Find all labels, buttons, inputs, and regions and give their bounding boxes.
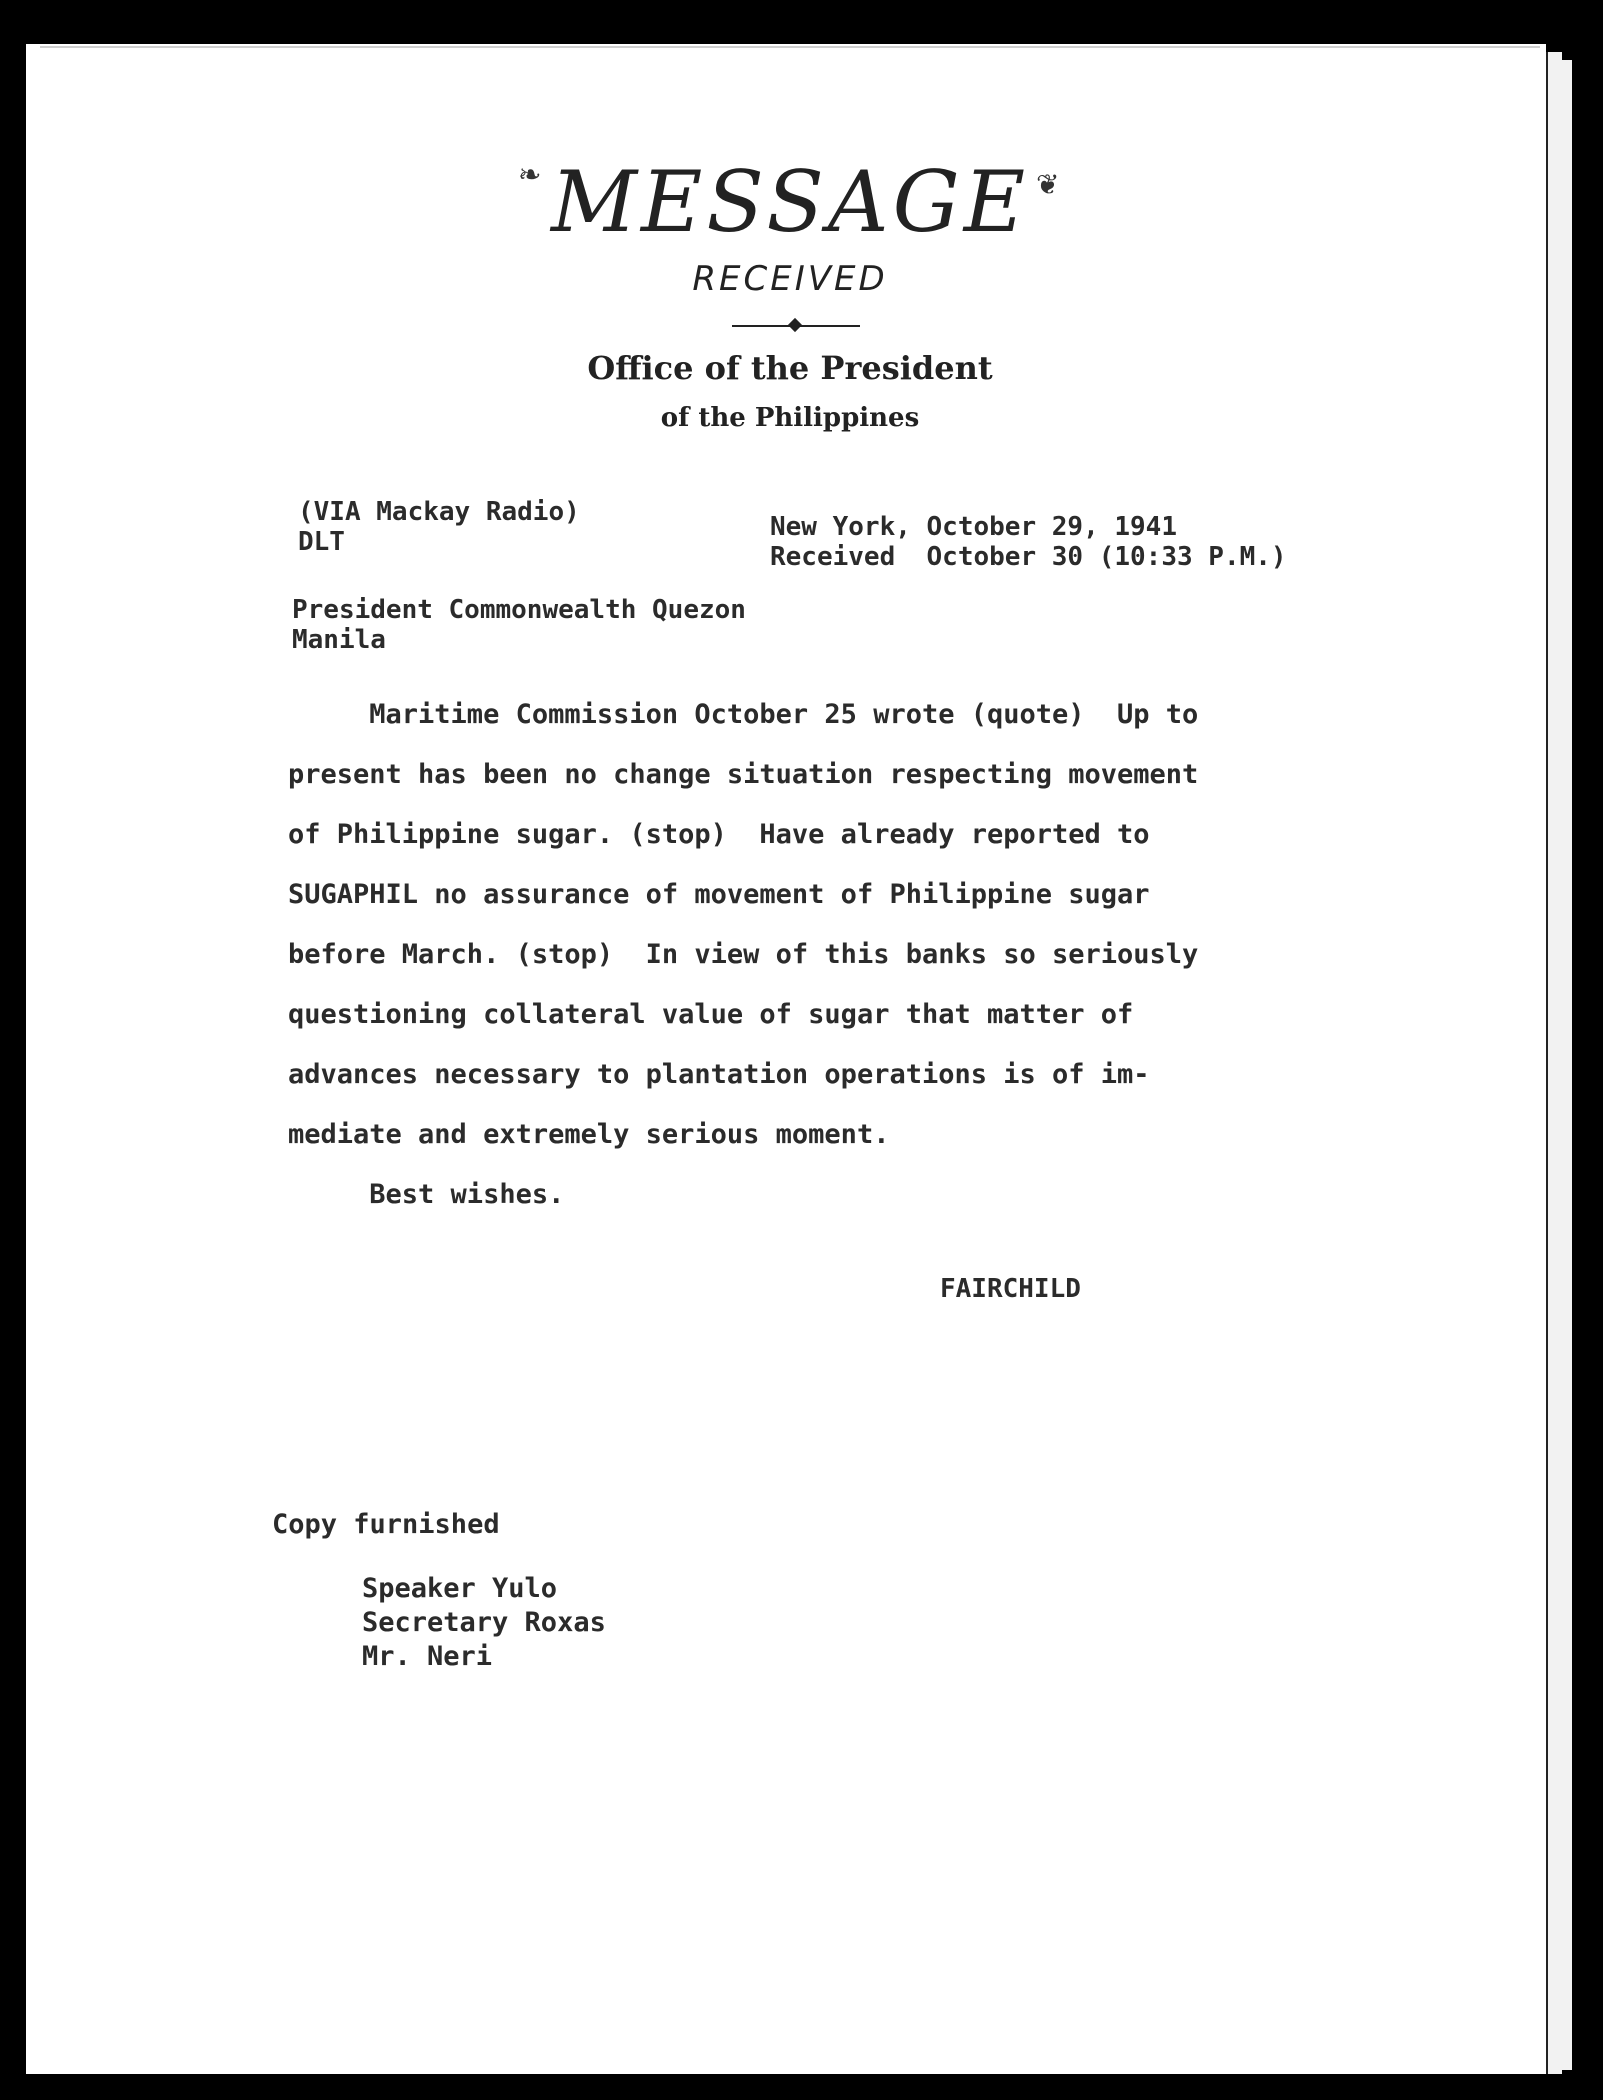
via-line: (VIA Mackay Radio) — [298, 497, 580, 527]
copy-furnished-label: Copy furnished — [272, 1509, 500, 1540]
body-line: of Philippine sugar. (stop) Have already reported to — [288, 819, 1150, 850]
code-line: DLT — [298, 527, 345, 557]
signature: FAIRCHILD — [940, 1274, 1081, 1304]
body-line: present has been no change situation respecting movement — [288, 759, 1199, 790]
body-line: SUGAPHIL no assurance of movement of Philippine sugar — [288, 879, 1150, 910]
page-top-rule — [40, 46, 1540, 48]
addressee-line-2: Manila — [292, 625, 386, 655]
origin-date-line: New York, October 29, 1941 — [770, 512, 1177, 542]
office-line-1: Office of the President — [587, 349, 993, 387]
copy-recipient: Mr. Neri — [362, 1641, 493, 1672]
copy-recipient: Speaker Yulo — [362, 1573, 558, 1604]
body-line: questioning collateral value of sugar that matter of — [288, 999, 1134, 1030]
letterhead-subtitle: RECEIVED — [692, 259, 888, 299]
page-edge-middle — [1546, 52, 1562, 2074]
body-line: advances necessary to plantation operations is of im- — [288, 1059, 1150, 1090]
body-line: before March. (stop) In view of this banks so seriously — [288, 939, 1199, 970]
office-line-2: of the Philippines — [660, 403, 920, 433]
body-line: Maritime Commission October 25 wrote (quote) Up to — [288, 699, 1199, 730]
received-date-line: Received October 30 (10:33 P.M.) — [770, 542, 1287, 572]
letterhead-title: MESSAGE — [550, 153, 1030, 251]
addressee-line-1: President Commonwealth Quezon — [292, 595, 746, 625]
ornament-right-icon: ❦ — [1036, 168, 1060, 201]
ornament-left-icon: ❧ — [518, 158, 542, 191]
body-line: Best wishes. — [288, 1179, 565, 1210]
copy-recipient: Secretary Roxas — [362, 1607, 606, 1638]
body-line: mediate and extremely serious moment. — [288, 1119, 890, 1150]
